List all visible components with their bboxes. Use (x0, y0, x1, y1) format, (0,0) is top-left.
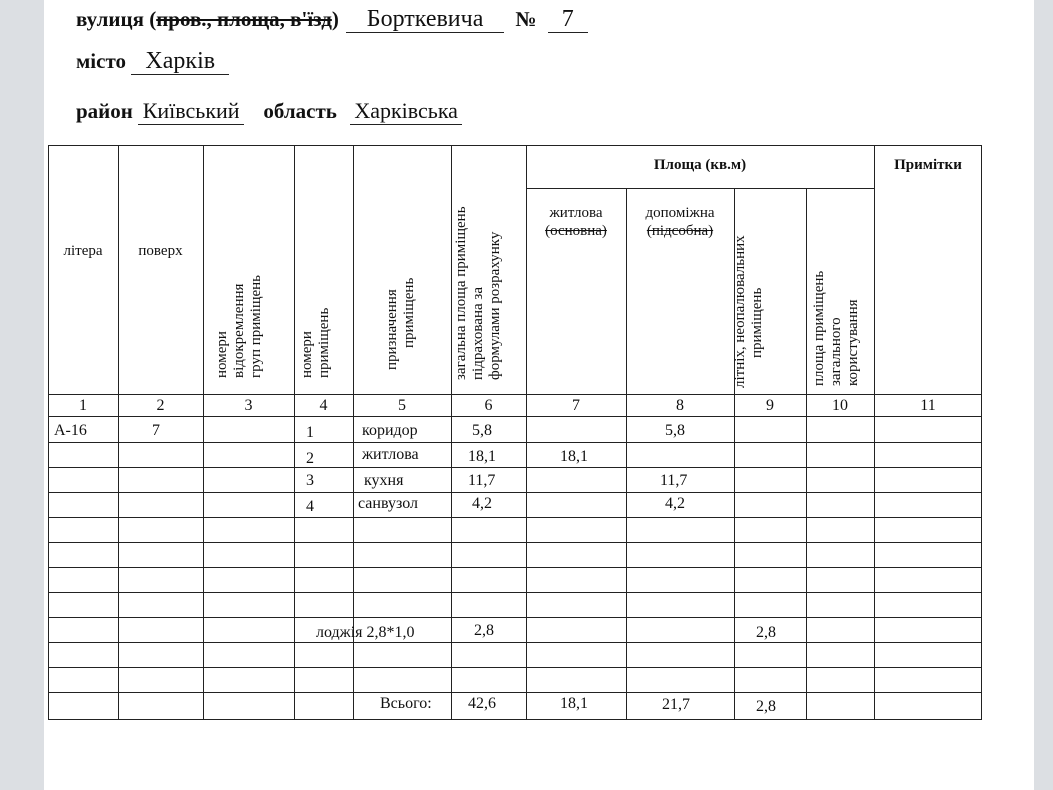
row-aux: 11,7 (660, 472, 688, 489)
region-value: Харківська (350, 98, 462, 125)
district-value: Київський (138, 98, 244, 125)
row-divider (48, 617, 982, 618)
col-divider (806, 188, 807, 720)
row-floor: 7 (152, 422, 160, 439)
column-number: 7 (572, 397, 580, 414)
row-total: 4,2 (472, 495, 492, 512)
district-label: район (76, 99, 133, 123)
loggia-summer: 2,8 (756, 624, 776, 641)
header-area-group: Площа (кв.м) (653, 157, 747, 173)
row-purpose: кухня (364, 472, 404, 489)
header-purpose (384, 278, 418, 370)
header-line: груп приміщень (248, 274, 264, 378)
header-line: приміщень (316, 307, 332, 378)
row-purpose: коридор (362, 422, 418, 439)
explication-table (48, 138, 982, 720)
totals-summer: 2,8 (756, 698, 776, 715)
column-number: 10 (832, 397, 848, 414)
header-litera: літера (63, 243, 103, 259)
header-floor: поверх (138, 243, 183, 259)
header-total-area (453, 206, 504, 380)
row-litera: А-16 (54, 422, 87, 439)
col-divider (294, 145, 295, 720)
row-aux: 5,8 (665, 422, 685, 439)
header-line: призначення (384, 289, 400, 370)
row-divider (48, 592, 982, 593)
row-living: 18,1 (560, 448, 588, 465)
row-divider (48, 416, 982, 417)
row-divider (48, 467, 982, 468)
row-total: 18,1 (468, 448, 496, 465)
number-label: № (515, 7, 537, 31)
header-line: загального (828, 317, 844, 386)
table-frame (48, 145, 982, 720)
region-label: область (263, 99, 337, 123)
row-aux: 4,2 (665, 495, 685, 512)
row-purpose: санвузол (358, 495, 418, 512)
city-value: Харків (131, 48, 229, 75)
col-divider (451, 145, 452, 720)
header-line: приміщень (749, 287, 765, 358)
totals-total: 42,6 (468, 695, 496, 712)
street-label-prefix: вулиця ( (76, 7, 157, 31)
row-divider (48, 394, 982, 395)
col-divider (874, 145, 875, 720)
header-line: формулами розрахунку (487, 231, 503, 380)
row-divider (48, 667, 982, 668)
row-divider (48, 442, 982, 443)
column-number: 8 (676, 397, 684, 414)
header-auxiliary-struck: (підсобна) (646, 223, 714, 239)
row-room: 2 (306, 450, 314, 467)
header-line: користування (845, 299, 861, 386)
street-value: Борткевича (346, 6, 504, 33)
header-living-struck: (основна) (545, 223, 607, 239)
row-divider (48, 492, 982, 493)
city-line (76, 48, 229, 75)
header-line: літніх, неопалювальних (732, 235, 748, 388)
row-total: 11,7 (468, 472, 496, 489)
header-auxiliary-label: допоміжна (645, 205, 715, 221)
row-divider (48, 517, 982, 518)
header-living-label: житлова (549, 205, 603, 221)
loggia-total: 2,8 (474, 622, 494, 639)
header-auxiliary (626, 204, 734, 240)
row-divider (48, 567, 982, 568)
col-divider (626, 188, 627, 720)
header-line: приміщень (401, 277, 417, 348)
row-divider (48, 542, 982, 543)
row-total: 5,8 (472, 422, 492, 439)
header-line: номери (299, 331, 315, 378)
header-room-numbers (299, 308, 333, 378)
street-line (76, 6, 588, 33)
totals-aux: 21,7 (662, 696, 690, 713)
header-line: номери (214, 331, 230, 378)
row-divider (526, 188, 874, 189)
header-line: підрахована за (470, 287, 486, 380)
column-number: 3 (244, 397, 253, 414)
row-divider (48, 692, 982, 693)
city-label: місто (76, 49, 126, 73)
column-number: 11 (920, 397, 936, 414)
col-divider (118, 145, 119, 720)
street-label-struck: пров., площа, в'їзд (156, 7, 332, 31)
row-divider (48, 642, 982, 643)
column-number: 1 (79, 397, 87, 414)
header-line: відокремлення (231, 283, 247, 378)
header-notes: Примітки (894, 157, 962, 173)
column-number: 4 (319, 397, 328, 414)
totals-living: 18,1 (560, 695, 588, 712)
totals-label: Всього: (380, 695, 432, 712)
header-group-numbers (214, 275, 265, 378)
column-number: 2 (156, 397, 165, 414)
column-number: 9 (766, 397, 774, 414)
street-label-suffix: ) (331, 7, 339, 31)
row-room: 1 (306, 424, 314, 441)
number-value: 7 (548, 6, 588, 33)
district-line (76, 98, 462, 125)
col-divider (203, 145, 204, 720)
header-line: загальна площа приміщень (453, 206, 469, 380)
column-number: 5 (398, 397, 406, 414)
row-room: 4 (306, 498, 314, 515)
header-summer (732, 235, 766, 388)
header-line: площа приміщень (811, 270, 827, 386)
column-number: 6 (484, 397, 493, 414)
header-common (811, 271, 862, 386)
header-living (526, 204, 626, 240)
loggia-label: лоджія 2,8*1,0 (316, 624, 415, 641)
row-purpose: житлова (362, 446, 419, 463)
row-room: 3 (306, 472, 314, 489)
